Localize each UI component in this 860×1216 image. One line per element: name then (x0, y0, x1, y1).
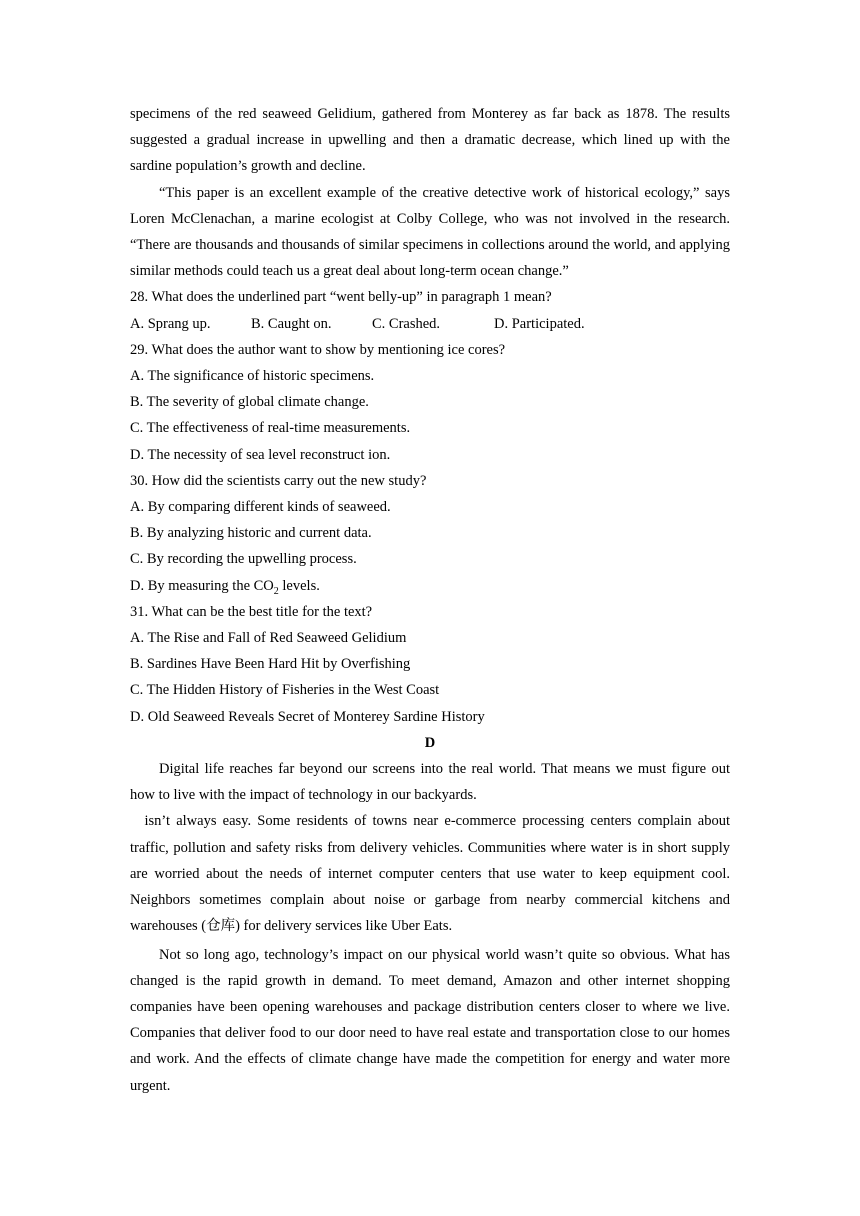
question-28-option-d: D. Participated. (494, 315, 585, 332)
question-29-option-b: B. The severity of global climate change. (130, 394, 369, 411)
question-31-option-d: D. Old Seaweed Reveals Secret of Monterey Sardine History (130, 708, 485, 725)
question-28-stem: 28. What does the underlined part “went belly-up” in paragraph 1 mean? (130, 289, 552, 306)
question-30-option-b: B. By analyzing historic and current data. (130, 525, 372, 542)
passage-d-paragraph-1: Digital life reaches far beyond our screens into the real world. That means we must figure out how to live with the impact of technology in our backyards. (130, 761, 730, 804)
question-31-option-b: B. Sardines Have Been Hard Hit by Overfishing (130, 656, 411, 673)
question-30-stem: 30. How did the scientists carry out the new study? (130, 472, 427, 489)
passage-d-heading: D (424, 734, 436, 751)
question-29-stem: 29. What does the author want to show by mentioning ice cores? (130, 341, 506, 358)
question-31-option-a: A. The Rise and Fall of Red Seaweed Gelidium (130, 630, 407, 647)
question-29-option-d: D. The necessity of sea level reconstruct ion. (130, 446, 391, 463)
question-28-option-b: B. Caught on. (251, 315, 332, 332)
question-30-option-d-text: D. By measuring the CO (130, 577, 274, 594)
document-page (130, 101, 730, 1099)
question-29-option-a: A. The significance of historic specimens. (130, 368, 375, 385)
passage-d-paragraph-3: Not so long ago, technology’s impact on our physical world wasn’t quite so obvious. What has changed is the rapid growth in demand. To meet demand, Amazon and other internet shopping companies have been opening warehouses and package distribution centers closer to where we live. Companies that deliver food to our door need to have real estate and transportation close to our homes and work. And the effects of climate change have made the competition for energy and water more urgent. (130, 946, 730, 1094)
passage-d-paragraph-2: isn’t always easy. Some residents of towns near e-commerce processing centers complain about traffic, pollution and safety risks from delivery vehicles. Communities where water is in short supply are worried about the needs of internet computer centers that use water to keep equipment cool. Neighbors sometimes complain about noise or garbage from nearby commercial kitchens and warehouses (仓库) for delivery services like Uber Eats. (130, 813, 730, 935)
question-31-stem: 31. What can be the best title for the text? (130, 603, 373, 620)
question-30-option-c: C. By recording the upwelling process. (130, 551, 357, 568)
question-30-option-d (130, 573, 730, 599)
question-30-option-d-suffix: levels. (278, 577, 320, 594)
question-29-option-c: C. The effectiveness of real-time measurements. (130, 420, 411, 437)
question-28-option-a: A. Sprang up. (130, 315, 211, 332)
question-28-options (130, 311, 730, 337)
question-28-option-c: C. Crashed. (372, 315, 441, 332)
question-31-option-c: C. The Hidden History of Fisheries in the West Coast (130, 682, 440, 699)
question-30-option-a: A. By comparing different kinds of seaweed. (130, 499, 391, 516)
passage-c-paragraph: specimens of the red seaweed Gelidium, gathered from Monterey as far back as 1878. The results suggested a gradual increase in upwelling and then a dramatic decrease, which lined up with the sardine population’s growth and decline. (130, 106, 730, 175)
passage-c-quote-paragraph: “This paper is an excellent example of the creative detective work of historical ecology,” says Loren McClenachan, a marine ecologist at Colby College, who was not involved in the research. “There are thousands and thousands of similar specimens in collections around the world, and applying similar methods could teach us a great deal about long-term ocean change.” (130, 184, 730, 280)
subscript-2: 2 (273, 585, 279, 597)
